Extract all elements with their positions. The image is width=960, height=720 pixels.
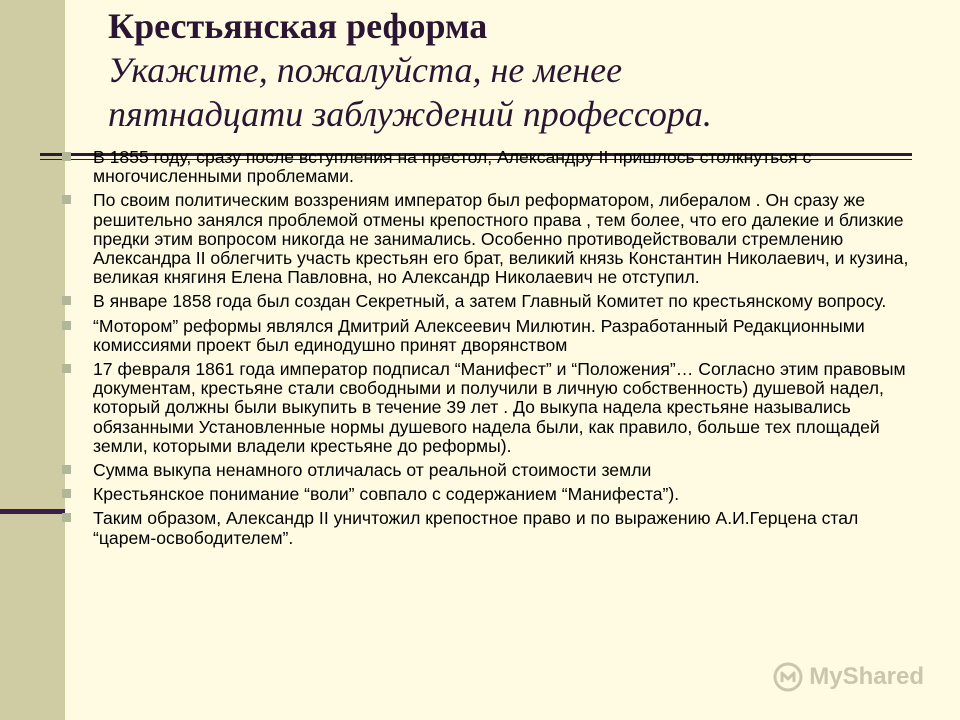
- bullet-item: [60, 148, 910, 186]
- square-bullet-icon: [62, 152, 71, 161]
- bullet-text: “Мотором” реформы являлся Дмитрий Алексеевич Милютин. Разработанный Редакционными комиссиями проект был единодушно принят дворянством: [93, 315, 865, 355]
- slide-title: Крестьянская реформа: [108, 6, 488, 46]
- square-bullet-icon: [62, 296, 71, 305]
- bullet-text: Таким образом, Александр II уничтожил крепостное право и по выражению А.И.Герцена стал “царем-освободителем”.: [93, 508, 859, 548]
- bullet-text: 17 февраля 1861 года император подписал “Манифест” и “Положения”… Согласно этим правовым документам, крестьяне стали свободными и получили в личную собственность) душевой надел, который должны были выкупить в течение 39 лет . До выкупа надела крестьяне назывались обязанными Установленные нормы душевого надела были, как правило, больше тех площадей земли, которыми владели крестьяне до реформы).: [93, 359, 906, 456]
- slide-content: [60, 148, 910, 553]
- bullet-item: [60, 317, 910, 355]
- slide-title-block: [108, 4, 928, 136]
- watermark: [773, 662, 924, 692]
- watermark-text: MyShared: [809, 663, 924, 690]
- bullet-item: [60, 509, 910, 547]
- side-decoration-mark: [0, 509, 65, 514]
- square-bullet-icon: [62, 489, 71, 498]
- square-bullet-icon: [62, 364, 71, 373]
- side-decoration-strip: [0, 0, 65, 720]
- bullet-text: По своим политическим воззрениям император был реформатором, либералом . Он сразу же решительно занялся проблемой отмены крепостного права , тем более, что его далекие и близкие предки этим вопросом никогда не занимались. Особенно противодействовали стремлению Александра II облегчить участь крестьян его брат, великий князь Константин Николаевич, и кузина, великая княгиня Елена Павловна, но Александр Николаевич не отступил.: [93, 190, 909, 288]
- square-bullet-icon: [62, 195, 71, 204]
- bullet-text: В январе 1858 года был создан Секретный, а затем Главный Комитет по крестьянскому вопросу.: [93, 291, 887, 312]
- square-bullet-icon: [62, 513, 71, 522]
- bullet-item: [60, 461, 910, 480]
- slide-subtitle-line-1: Укажите, пожалуйста, не менее: [108, 50, 623, 90]
- bullet-item: [60, 292, 910, 311]
- bullet-text: В 1855 году, сразу после вступления на престол, Александру II пришлось столкнуться с многочисленными проблемами.: [93, 147, 812, 187]
- square-bullet-icon: [62, 321, 71, 330]
- bullet-text: Крестьянское понимание “воли” совпало с содержанием “Манифеста”).: [93, 484, 680, 505]
- bullet-item: [60, 191, 910, 287]
- myshared-logo-icon: [773, 662, 803, 692]
- square-bullet-icon: [62, 465, 71, 474]
- bullet-list: [60, 148, 910, 548]
- bullet-item: [60, 485, 910, 504]
- bullet-text: Сумма выкупа ненамного отличалась от реальной стоимости земли: [93, 460, 652, 481]
- slide-subtitle-line-2: пятнадцати заблуждений профессора.: [108, 94, 712, 134]
- bullet-item: [60, 360, 910, 456]
